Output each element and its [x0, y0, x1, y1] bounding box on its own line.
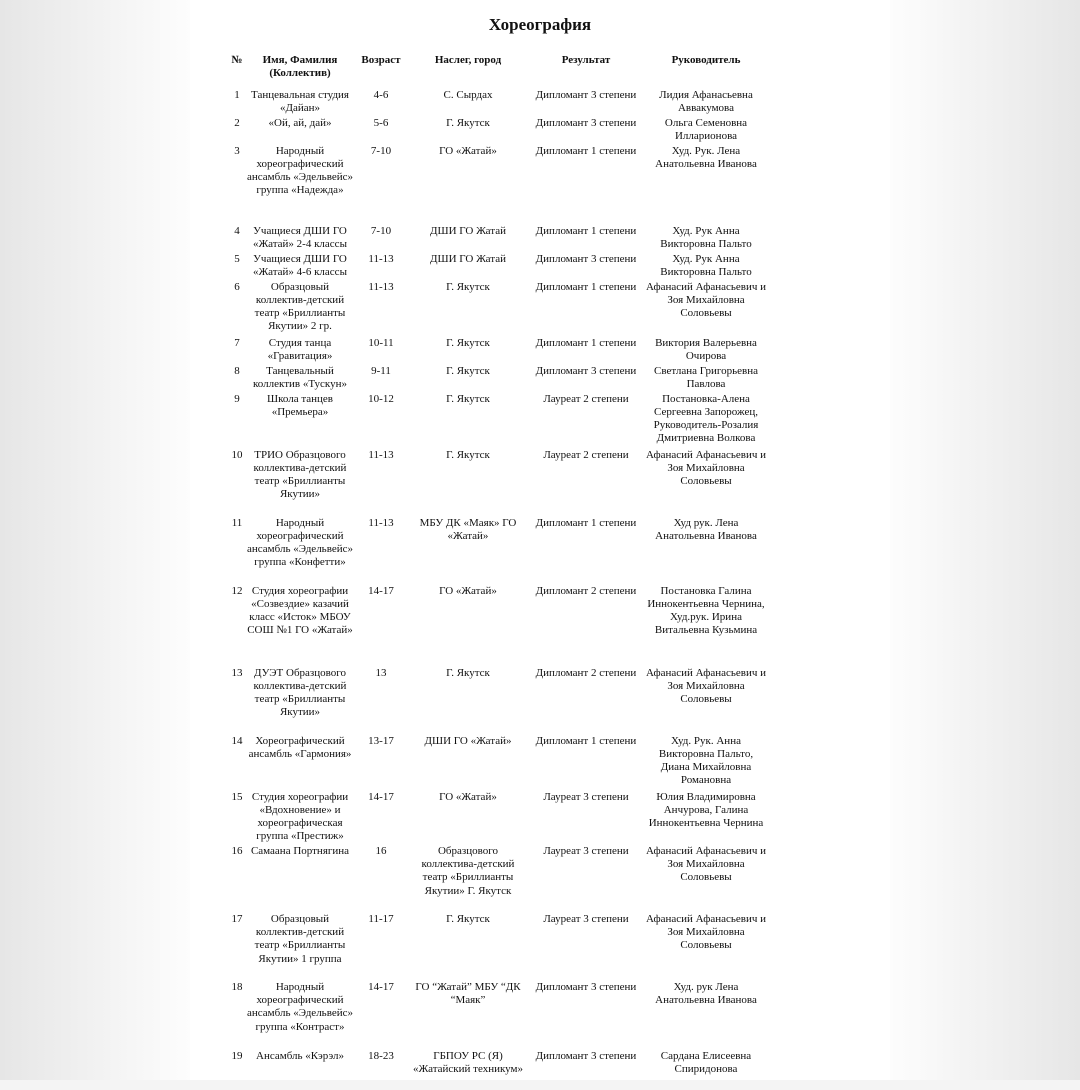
cell-num: 7 [234, 336, 240, 349]
cell-result: Лауреат 3 степени [543, 790, 629, 803]
cell-age: 14-17 [368, 584, 394, 597]
header-leader: Руководитель [671, 54, 741, 66]
cell-name: Студия хореографии «Вдохновение» и хореографическая группа «Престиж» [251, 790, 349, 843]
table-header-row [228, 54, 768, 89]
cell-result: Дипломант 2 степени [535, 666, 637, 679]
cell-age: 10-11 [368, 336, 394, 349]
cell-num: 18 [231, 980, 243, 993]
cell-num: 8 [234, 364, 240, 377]
cell-name: Хореографический ансамбль «Гармония» [248, 734, 352, 760]
cell-age: 4-6 [373, 88, 389, 101]
cell-result: Дипломант 1 степени [535, 144, 637, 157]
cell-city: Г. Якутск [446, 364, 490, 377]
table-row [228, 253, 768, 281]
cell-city: Г. Якутск [446, 392, 490, 405]
cell-city: ДШИ ГО Жатай [430, 252, 506, 265]
cell-leader: Худ. Рук. Лена Анатольевна Иванова [655, 144, 757, 170]
cell-leader: Худ. Рук Анна Викторовна Пальто [660, 224, 752, 250]
cell-city: ГБПОУ РС (Я) «Жатайский техникум» [413, 1049, 523, 1076]
cell-city: Г. Якутск [446, 448, 490, 461]
header-age: Возраст [361, 54, 401, 66]
cell-leader: Афанасий Афанасьевич и Зоя Михайловна Соловьевы [645, 666, 767, 706]
results-table [228, 54, 768, 1090]
cell-leader: Сардана Елисеевна Спиридонова [660, 1049, 752, 1076]
table-row [228, 517, 768, 585]
header-name: Имя, Фамилия (Коллектив) [262, 54, 338, 80]
cell-city: ДШИ ГО «Жатай» [424, 734, 512, 747]
table-row [228, 337, 768, 365]
cell-age: 14-17 [368, 980, 394, 993]
cell-city: Г. Якутск [446, 912, 490, 925]
cell-result: Дипломант 1 степени [535, 336, 637, 349]
cell-num: 10 [231, 448, 243, 461]
cell-city: ДШИ ГО Жатай [430, 224, 506, 237]
cell-result: Дипломант 3 степени [535, 1049, 637, 1062]
cell-name: Школа танцев «Премьера» [266, 392, 334, 418]
cell-age: 7-10 [370, 144, 392, 157]
cell-name: Студия хореографии «Созвездие» казачий класс «Исток» МБОУ СОШ №1 ГО «Жатай» [247, 584, 353, 637]
cell-num: 6 [234, 280, 240, 293]
cell-age: 11-13 [368, 280, 394, 293]
cell-name: Образцовый коллектив-детский театр «Бриллианты Якутии» 2 гр. [254, 280, 346, 333]
cell-result: Дипломант 2 степени [535, 584, 637, 597]
cell-age: 13 [375, 666, 387, 679]
cell-name: Народный хореографический ансамбль «Эдельвейс» группа «Конфетти» [247, 516, 353, 569]
cell-result: Дипломант 3 степени [535, 88, 637, 101]
cell-leader: Афанасий Афанасьевич и Зоя Михайловна Соловьевы [645, 280, 767, 320]
table-row [228, 845, 768, 913]
cell-age: 5-6 [373, 116, 389, 129]
table-row [228, 393, 768, 449]
cell-age: 16 [375, 844, 387, 857]
cell-num: 15 [231, 790, 243, 803]
cell-result: Лауреат 2 степени [543, 448, 629, 461]
page-title: Хореография [488, 15, 592, 34]
cell-age: 11-13 [368, 252, 394, 265]
header-city: Наслег, город [434, 54, 502, 66]
cell-leader: Афанасий Афанасьевич и Зоя Михайловна Соловьевы [645, 844, 767, 884]
cell-age: 11-13 [368, 516, 394, 529]
cell-num: 3 [234, 144, 240, 157]
cell-city: ГО «Жатай» [439, 790, 497, 803]
table-row [228, 981, 768, 1050]
table-row [228, 225, 768, 253]
table-row [228, 281, 768, 337]
cell-result: Лауреат 3 степени [543, 912, 629, 925]
cell-leader: Юлия Владимировна Анчурова, Галина Иннокентьевна Чернина [648, 790, 764, 830]
cell-result: Лауреат 2 степени [543, 392, 629, 405]
cell-num: 2 [234, 116, 240, 129]
cell-city: МБУ ДК «Маяк» ГО «Жатай» [419, 516, 517, 542]
cell-name: Народный хореографический ансамбль «Эдельвейс» группа «Надежда» [247, 144, 353, 197]
cell-age: 11-17 [368, 912, 394, 925]
cell-leader: Афанасий Афанасьевич и Зоя Михайловна Соловьевы [645, 912, 767, 952]
cell-result: Лауреат 3 степени [543, 844, 629, 857]
cell-num: 5 [234, 252, 240, 265]
cell-name: Танцевальная студия «Дайан» [251, 88, 349, 114]
cell-num: 1 [234, 88, 240, 101]
cell-leader: Лидия Афанасьевна Аввакумова [659, 88, 753, 114]
cell-city: Образцового коллектива-детский театр «Бриллианты Якутии» Г. Якутск [421, 844, 515, 897]
cell-num: 9 [234, 392, 240, 405]
cell-num: 14 [231, 734, 243, 747]
cell-num: 19 [231, 1049, 243, 1062]
cell-result: Дипломант 1 степени [535, 734, 637, 747]
cell-leader: Худ. рук Лена Анатольевна Иванова [655, 980, 757, 1007]
table-row [228, 117, 768, 145]
cell-city: Г. Якутск [446, 336, 490, 349]
table-row [228, 449, 768, 517]
cell-name: Студия танца «Гравитация» [267, 336, 333, 362]
header-result: Результат [561, 54, 611, 66]
cell-city: Г. Якутск [446, 116, 490, 129]
cell-age: 10-12 [368, 392, 394, 405]
cell-num: 11 [231, 516, 243, 529]
cell-leader: Худ. Рук Анна Викторовна Пальто [660, 252, 752, 278]
cell-num: 4 [234, 224, 240, 237]
table-row [228, 89, 768, 117]
table-row [228, 365, 768, 393]
cell-result: Дипломант 1 степени [535, 280, 637, 293]
cell-result: Дипломант 1 степени [535, 224, 637, 237]
cell-num: 12 [231, 584, 243, 597]
cell-name: Учащиеся ДШИ ГО «Жатай» 4-6 классы [253, 252, 347, 278]
cell-city: ГО «Жатай» [439, 144, 497, 157]
cell-name: ТРИО Образцового коллектива-детский театр «Бриллианты Якутии» [253, 448, 347, 501]
cell-leader: Виктория Валерьевна Очирова [655, 336, 757, 362]
cell-name: Народный хореографический ансамбль «Эдельвейс» группа «Контраст» [247, 980, 353, 1033]
cell-result: Дипломант 1 степени [535, 516, 637, 529]
header-num: № [231, 54, 243, 66]
cell-leader: Худ рук. Лена Анатольевна Иванова [655, 516, 757, 542]
cell-num: 16 [231, 844, 243, 857]
cell-city: Г. Якутск [446, 666, 490, 679]
cell-city: С. Сырдах [443, 88, 493, 101]
cell-result: Дипломант 3 степени [535, 116, 637, 129]
cell-age: 13-17 [368, 734, 394, 747]
table-row [228, 735, 768, 791]
cell-name: ДУЭТ Образцового коллектива-детский театр «Бриллианты Якутии» [253, 666, 347, 719]
cell-num: 17 [231, 912, 243, 925]
cell-leader: Афанасий Афанасьевич и Зоя Михайловна Соловьевы [645, 448, 767, 488]
cell-age: 11-13 [368, 448, 394, 461]
table-row [228, 667, 768, 735]
cell-leader: Постановка-Алена Сергеевна Запорожец, Руководитель-Розалия Дмитриевна Волкова [653, 392, 759, 445]
cell-city: ГО «Жатай» [439, 584, 497, 597]
document-page [190, 0, 890, 1080]
cell-name: Самаана Портнягина [250, 844, 350, 857]
cell-name: «Ой, ай, дай» [268, 116, 332, 129]
table-row [228, 145, 768, 225]
table-row [228, 791, 768, 845]
cell-result: Дипломант 3 степени [535, 252, 637, 265]
cell-age: 9-11 [371, 364, 391, 377]
cell-leader: Худ. Рук. Анна Викторовна Пальто, Диана Михайловна Романовна [658, 734, 754, 787]
cell-age: 7-10 [370, 224, 392, 237]
table-row [228, 585, 768, 667]
cell-name: Учащиеся ДШИ ГО «Жатай» 2-4 классы [253, 224, 347, 250]
cell-name: Образцовый коллектив-детский театр «Бриллианты Якутии» 1 группа [254, 912, 346, 965]
cell-leader: Постановка Галина Иннокентьевна Чернина, Худ.рук. Ирина Витальевна Кузьмина [647, 584, 765, 637]
cell-leader: Ольга Семеновна Илларионова [664, 116, 748, 142]
cell-city: ГО “Жатай” МБУ “ДК “Маяк” [415, 980, 521, 1007]
cell-name: Танцевальный коллектив «Тускун» [253, 364, 347, 390]
cell-city: Г. Якутск [446, 280, 490, 293]
cell-age: 18-23 [368, 1049, 394, 1062]
cell-num: 13 [231, 666, 243, 679]
cell-result: Дипломант 3 степени [535, 980, 637, 993]
cell-age: 14-17 [368, 790, 394, 803]
cell-name: Ансамбль «Кэрэл» [256, 1049, 344, 1062]
table-row [228, 913, 768, 981]
table-row [228, 1050, 768, 1090]
cell-leader: Светлана Григорьевна Павлова [654, 364, 758, 390]
cell-result: Дипломант 3 степени [535, 364, 637, 377]
